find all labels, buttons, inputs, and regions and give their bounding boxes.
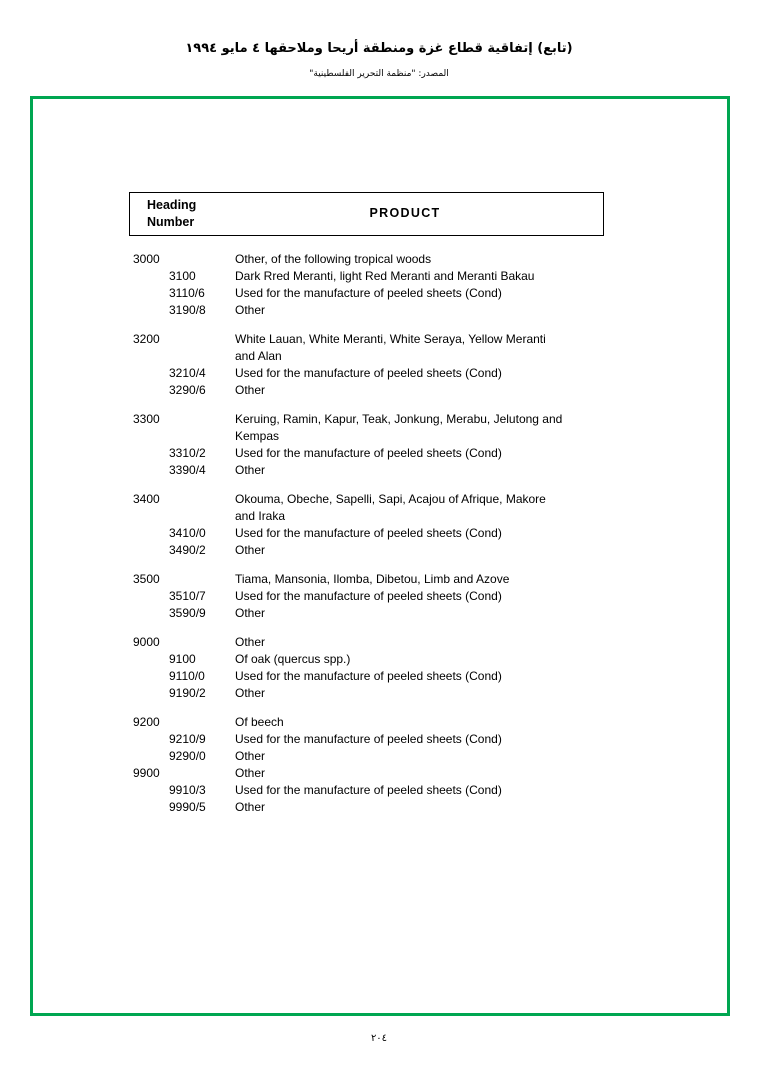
row-product-description: Keruing, Ramin, Kapur, Teak, Jonkung, Merabu, Jelutong and bbox=[235, 412, 563, 426]
table-row bbox=[33, 382, 733, 399]
table-row bbox=[33, 782, 733, 799]
row-product-description: Other bbox=[235, 606, 266, 620]
row-product-description: Other bbox=[235, 686, 266, 700]
page-border-frame bbox=[30, 96, 730, 1016]
row-heading-number: 9900 bbox=[133, 766, 160, 780]
table-row bbox=[33, 525, 733, 542]
row-product-description: and Iraka bbox=[235, 509, 286, 523]
row-product-description: Tiama, Mansonia, Ilomba, Dibetou, Limb and Azove bbox=[235, 572, 510, 586]
row-heading-number: 3490/2 bbox=[169, 543, 206, 557]
table-row bbox=[33, 508, 733, 525]
row-product-description: Used for the manufacture of peeled sheets (Cond) bbox=[235, 446, 502, 460]
row-heading-number: 3410/0 bbox=[169, 526, 206, 540]
table-row bbox=[33, 634, 733, 651]
table-row bbox=[33, 411, 733, 428]
table-row bbox=[33, 605, 733, 622]
table-row bbox=[33, 685, 733, 702]
column-header-heading-number-line2: Number bbox=[147, 215, 195, 229]
row-heading-number: 3200 bbox=[133, 332, 160, 346]
row-heading-number: 9290/0 bbox=[169, 749, 206, 763]
row-heading-number: 3300 bbox=[133, 412, 160, 426]
row-heading-number: 3390/4 bbox=[169, 463, 206, 477]
row-product-description: Used for the manufacture of peeled sheets (Cond) bbox=[235, 669, 502, 683]
row-product-description: Dark Rred Meranti, light Red Meranti and Meranti Bakau bbox=[235, 269, 535, 283]
table-row bbox=[33, 651, 733, 668]
table-row bbox=[33, 731, 733, 748]
row-product-description: Used for the manufacture of peeled sheets (Cond) bbox=[235, 526, 502, 540]
row-product-description: Other bbox=[235, 303, 266, 317]
row-product-description: Other bbox=[235, 635, 266, 649]
column-header-heading-number-line1: Heading bbox=[147, 198, 197, 212]
table-row bbox=[33, 799, 733, 816]
row-heading-number: 3000 bbox=[133, 252, 160, 266]
row-product-description: Of oak (quercus spp.) bbox=[235, 652, 351, 666]
row-heading-number: 9210/9 bbox=[169, 732, 206, 746]
row-heading-number: 3310/2 bbox=[169, 446, 206, 460]
row-heading-number: 3210/4 bbox=[169, 366, 206, 380]
row-product-description: Other, of the following tropical woods bbox=[235, 252, 432, 266]
table-row bbox=[33, 348, 733, 365]
table-row bbox=[33, 588, 733, 605]
row-product-description: Used for the manufacture of peeled sheets (Cond) bbox=[235, 366, 502, 380]
row-heading-number: 9200 bbox=[133, 715, 160, 729]
row-heading-number: 9990/5 bbox=[169, 800, 206, 814]
table-row bbox=[33, 445, 733, 462]
row-product-description: and Alan bbox=[235, 349, 282, 363]
row-product-description: Other bbox=[235, 800, 266, 814]
row-product-description: Other bbox=[235, 383, 266, 397]
table-row bbox=[33, 491, 733, 508]
row-heading-number: 3590/9 bbox=[169, 606, 206, 620]
row-product-description: Of beech bbox=[235, 715, 284, 729]
row-product-description: Used for the manufacture of peeled sheets (Cond) bbox=[235, 286, 502, 300]
row-product-description: White Lauan, White Meranti, White Seraya, Yellow Meranti bbox=[235, 332, 546, 346]
page-number: ٢٠٤ bbox=[370, 1033, 388, 1044]
document-title-arabic: (تابع) إتفاقية قطاع غزة ومنطقة أريحا وملاحقها ٤ مايو ١٩٩٤ bbox=[185, 41, 573, 56]
row-heading-number: 3100 bbox=[169, 269, 196, 283]
row-heading-number: 3500 bbox=[133, 572, 160, 586]
table-row bbox=[33, 668, 733, 685]
row-heading-number: 3190/8 bbox=[169, 303, 206, 317]
table-row bbox=[33, 428, 733, 445]
table-row bbox=[33, 571, 733, 588]
table-row bbox=[33, 748, 733, 765]
table-row bbox=[33, 365, 733, 382]
table-row bbox=[33, 268, 733, 285]
row-heading-number: 3400 bbox=[133, 492, 160, 506]
document-source-arabic: المصدر: "منظمة التحرير الفلسطينية" bbox=[309, 69, 449, 79]
row-product-description: Other bbox=[235, 749, 266, 763]
row-heading-number: 3110/6 bbox=[169, 286, 205, 300]
table-row bbox=[33, 285, 733, 302]
row-heading-number: 9190/2 bbox=[169, 686, 206, 700]
table-row bbox=[33, 714, 733, 731]
row-heading-number: 3290/6 bbox=[169, 383, 206, 397]
row-product-description: Used for the manufacture of peeled sheets (Cond) bbox=[235, 732, 502, 746]
table-header-box bbox=[129, 192, 604, 236]
table-row bbox=[33, 302, 733, 319]
row-heading-number: 9000 bbox=[133, 635, 160, 649]
row-product-description: Used for the manufacture of peeled sheets (Cond) bbox=[235, 589, 502, 603]
table-row bbox=[33, 331, 733, 348]
row-product-description: Other bbox=[235, 766, 266, 780]
row-product-description: Okouma, Obeche, Sapelli, Sapi, Acajou of Afrique, Makore bbox=[235, 492, 546, 506]
table-row bbox=[33, 542, 733, 559]
row-heading-number: 9110/0 bbox=[169, 669, 205, 683]
table-row bbox=[33, 765, 733, 782]
column-header-product: PRODUCT bbox=[369, 206, 441, 220]
row-product-description: Other bbox=[235, 463, 266, 477]
table-row bbox=[33, 462, 733, 479]
row-product-description: Kempas bbox=[235, 429, 280, 443]
document-header bbox=[0, 40, 758, 81]
row-heading-number: 3510/7 bbox=[169, 589, 206, 603]
row-product-description: Used for the manufacture of peeled sheets (Cond) bbox=[235, 783, 502, 797]
row-heading-number: 9910/3 bbox=[169, 783, 206, 797]
table-row bbox=[33, 251, 733, 268]
row-heading-number: 9100 bbox=[169, 652, 196, 666]
table-body bbox=[33, 251, 733, 816]
row-product-description: Other bbox=[235, 543, 266, 557]
